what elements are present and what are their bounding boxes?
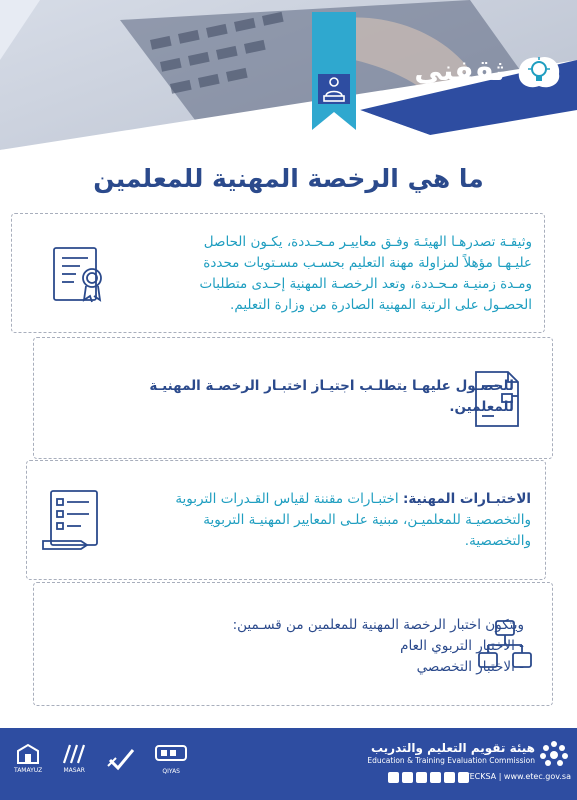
org-name-ar: هيئة تقويم التعليم والتدريب xyxy=(370,741,535,755)
exams-card xyxy=(26,460,546,580)
social-links xyxy=(388,772,469,783)
text-line: عليـهـا مؤهلاً لمزاولة مهنة التعليم بحسـب مسـتويات محددة xyxy=(203,255,532,271)
partner-label: MASAR xyxy=(63,767,85,774)
ribbon-badge xyxy=(312,12,356,130)
partner-logos xyxy=(14,742,188,775)
text-line: الحصـول على الرتبة المهنية الصادرة من وزارة التعليم. xyxy=(230,297,532,313)
footer xyxy=(0,728,577,800)
qiyas-logo-icon xyxy=(154,742,188,766)
brand-name: ثقفني xyxy=(414,54,505,87)
partner-logo xyxy=(106,746,136,772)
partner-logo xyxy=(14,743,42,774)
linkedin-icon[interactable] xyxy=(430,772,441,783)
structure-card xyxy=(33,582,553,706)
text-line: والتخصصيـة للمعلميـن، مبنية علـى المعايير المهنيـة التربوية xyxy=(203,512,531,528)
text-line: ومـدة زمنيـة مـحـددة، وتعد الرخصـة المهنية إحـدى متطلبات xyxy=(199,276,532,292)
exams-lead: الاختبـارات المهنية: xyxy=(402,491,531,507)
definition-card xyxy=(11,213,545,333)
requirement-card xyxy=(33,337,553,459)
partner-label: TAMAYUZ xyxy=(14,767,43,774)
partner-label: QIYAS xyxy=(162,768,180,775)
twitter-icon[interactable] xyxy=(402,772,413,783)
page-title: ما هي الرخصة المهنية للمعلمين xyxy=(93,164,484,193)
certificate-icon xyxy=(50,244,110,306)
requirement-text xyxy=(94,376,514,418)
text-line: للحصـول عليهـا يتطلـب اجتيـاز اختبـار الرخصـة المهنيـة xyxy=(149,378,514,394)
org-name-en: Education & Training Evaluation Commission xyxy=(367,756,535,765)
lightbulb-icon xyxy=(513,52,563,92)
text-line: - الاختبار التربوي العام xyxy=(400,638,524,654)
brand-logo xyxy=(413,52,563,96)
partner-logo xyxy=(154,742,188,775)
tamayuz-logo-icon xyxy=(15,743,41,765)
text-line: وثيقـة تصدرهـا الهيئـة وفـق معاييـر مـحـددة، يكـون الحاصل xyxy=(203,234,532,250)
exams-text xyxy=(91,489,531,552)
hero-banner xyxy=(0,0,577,210)
masar-logo-icon xyxy=(60,743,88,765)
etec-logo-icon xyxy=(537,738,571,772)
org-name xyxy=(367,741,535,765)
text-line: - الاختبار التخصصي xyxy=(416,659,524,675)
hierarchy-icon xyxy=(476,617,534,673)
exam-sheet-icon xyxy=(41,487,105,553)
accreditation-logo-icon xyxy=(106,746,136,772)
text-line: ويتكون اختبار الرخصة المهنية للمعلمين من قسـمين: xyxy=(232,617,524,633)
text-line xyxy=(91,489,531,510)
text-line: للمعلمين. xyxy=(449,399,514,415)
youtube-icon[interactable] xyxy=(416,772,427,783)
website-handle[interactable]: ETECKSA | www.etec.gov.sa xyxy=(459,772,571,781)
text-span: اختبـارات مقننة لقياس القـدرات التربوية xyxy=(175,491,399,507)
facebook-icon[interactable] xyxy=(388,772,399,783)
instagram-icon[interactable] xyxy=(444,772,455,783)
text-line: والتخصصية. xyxy=(464,533,531,549)
document-icon xyxy=(472,368,524,430)
partner-logo xyxy=(60,743,88,774)
definition-text xyxy=(132,232,532,316)
structure-text xyxy=(84,615,524,678)
